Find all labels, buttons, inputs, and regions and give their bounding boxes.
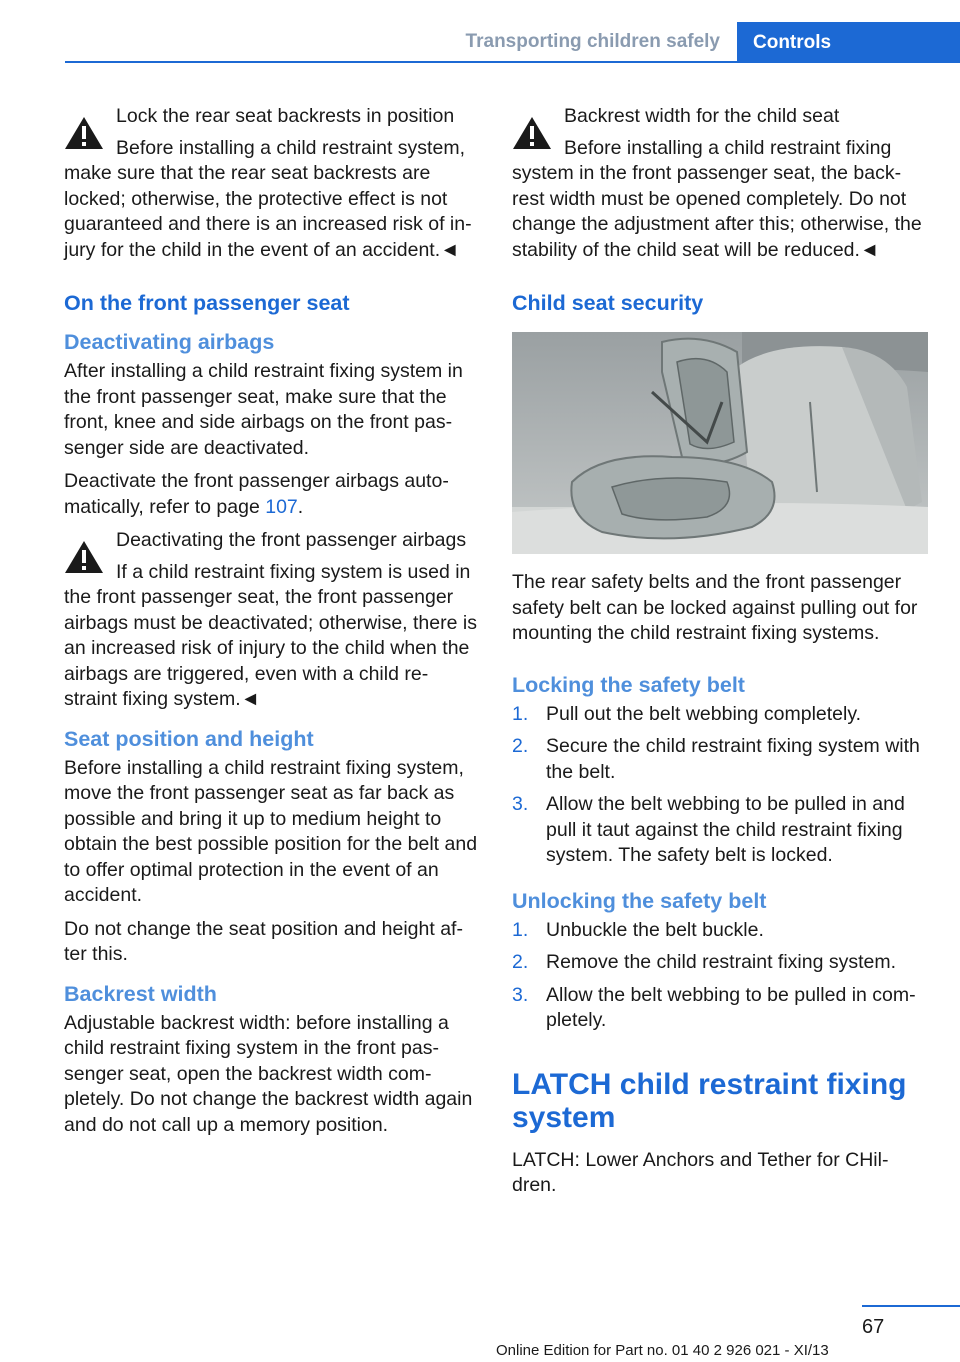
paragraph-text: . bbox=[297, 495, 304, 518]
list-item bbox=[512, 734, 928, 785]
section-heading: Child seat security bbox=[512, 291, 704, 315]
warning-box bbox=[512, 104, 928, 263]
footer-rule bbox=[862, 1305, 960, 1307]
subsection-heading: Unlocking the safety belt bbox=[512, 888, 767, 913]
section-heading: On the front passenger seat bbox=[64, 291, 350, 315]
child-seat-photo bbox=[512, 332, 928, 554]
list-item bbox=[512, 950, 928, 976]
left-column bbox=[64, 100, 479, 1146]
warning-title: Backrest width for the child seat bbox=[564, 105, 840, 127]
paragraph: LATCH: Lower Anchors and Tether for CHil‐dren. bbox=[512, 1148, 889, 1196]
step-number: 3. bbox=[512, 983, 529, 1006]
list-item bbox=[512, 702, 928, 728]
list-item bbox=[512, 918, 928, 944]
step-number: 1. bbox=[512, 918, 529, 941]
step-text: Pull out the belt webbing completely. bbox=[546, 702, 862, 725]
warning-text: Before installing a child restraint system, make sure that the rear seat backrests are locked; otherwise, the protective effect is not guaranteed and there is an increased risk of in‐jury for the child in the event of an accident.◄ bbox=[64, 136, 472, 261]
warning-box bbox=[64, 104, 479, 263]
paragraph: Adjustable backrest width: before installing a child restraint fixing system in the front pas‐senger seat, open the backrest width com‐pletely. Do not change the backrest width again and do not call up a memory position. bbox=[64, 1011, 473, 1136]
step-text: Unbuckle the belt buckle. bbox=[546, 918, 764, 941]
paragraph: The rear safety belts and the front passenger safety belt can be locked against pulling out for mounting the child restraint fixing systems. bbox=[512, 571, 918, 644]
list-item bbox=[512, 792, 928, 869]
page-reference-link[interactable]: 107 bbox=[265, 495, 298, 518]
chapter-tab: Controls bbox=[737, 22, 960, 62]
page-number: 67 bbox=[862, 1316, 885, 1338]
paragraph-text: Deactivate the front passenger airbags auto‐matically, refer to page bbox=[64, 470, 449, 518]
subsection-heading: Seat position and height bbox=[64, 726, 314, 751]
unlocking-steps-list bbox=[512, 918, 928, 1034]
warning-text: If a child restraint fixing system is used in the front passenger seat, the front passenger airbags must be deactivated; otherwise, there is an increased risk of injury to the child when the airbags are triggered, even with a child re‐straint fixing system.◄ bbox=[64, 560, 477, 710]
step-number: 3. bbox=[512, 793, 529, 815]
warning-text: Before installing a child restraint fixing system in the front passenger seat, the back‐rest width must be opened completely. Do not change the adjustment after this; otherwise, the stability of the child seat will be reduced.◄ bbox=[512, 136, 922, 261]
step-number: 2. bbox=[512, 951, 529, 973]
step-text: Allow the belt webbing to be pulled in and pull it taut against the child restraint fixing system. The safety belt is locked. bbox=[546, 793, 905, 866]
warning-triangle-icon bbox=[64, 539, 104, 575]
subsection-heading: Deactivating airbags bbox=[64, 330, 275, 354]
paragraph: Do not change the seat position and height af‐ter this. bbox=[64, 917, 463, 965]
right-column bbox=[512, 100, 928, 1207]
locking-steps-list bbox=[512, 702, 928, 869]
paragraph: Before installing a child restraint fixing system, move the front passenger seat as far back as possible and bring it up to medium height to obtain the best possible position for the belt and to offer optimal protection in the event of an accident. bbox=[64, 756, 478, 906]
step-number: 2. bbox=[512, 735, 529, 757]
step-text: Remove the child restraint fixing system. bbox=[546, 951, 897, 973]
chapter-heading: LATCH child restraint fixing system bbox=[512, 1067, 907, 1134]
paragraph: After installing a child restraint fixing system in the front passenger seat, make sure that the front, knee and side airbags on the front pas‐senger side are deactivated. bbox=[64, 360, 463, 459]
warning-title: Lock the rear seat backrests in position bbox=[116, 105, 455, 127]
subsection-heading: Locking the safety belt bbox=[512, 672, 745, 697]
paragraph bbox=[64, 469, 479, 520]
edition-note: Online Edition for Part no. 01 40 2 926 021 - XI/13 bbox=[496, 1342, 829, 1359]
header-rule bbox=[65, 61, 960, 63]
running-header-section: Transporting children safely bbox=[465, 31, 720, 52]
list-item bbox=[512, 983, 928, 1034]
warning-box bbox=[64, 528, 479, 713]
subsection-heading: Backrest width bbox=[64, 981, 217, 1006]
warning-triangle-icon bbox=[64, 115, 104, 151]
warning-title: Deactivating the front passenger airbags bbox=[116, 529, 467, 551]
warning-triangle-icon bbox=[512, 115, 552, 151]
step-text: Allow the belt webbing to be pulled in com‐pletely. bbox=[546, 983, 916, 1031]
step-text: Secure the child restraint fixing system with the belt. bbox=[546, 735, 920, 783]
step-number: 1. bbox=[512, 702, 529, 725]
